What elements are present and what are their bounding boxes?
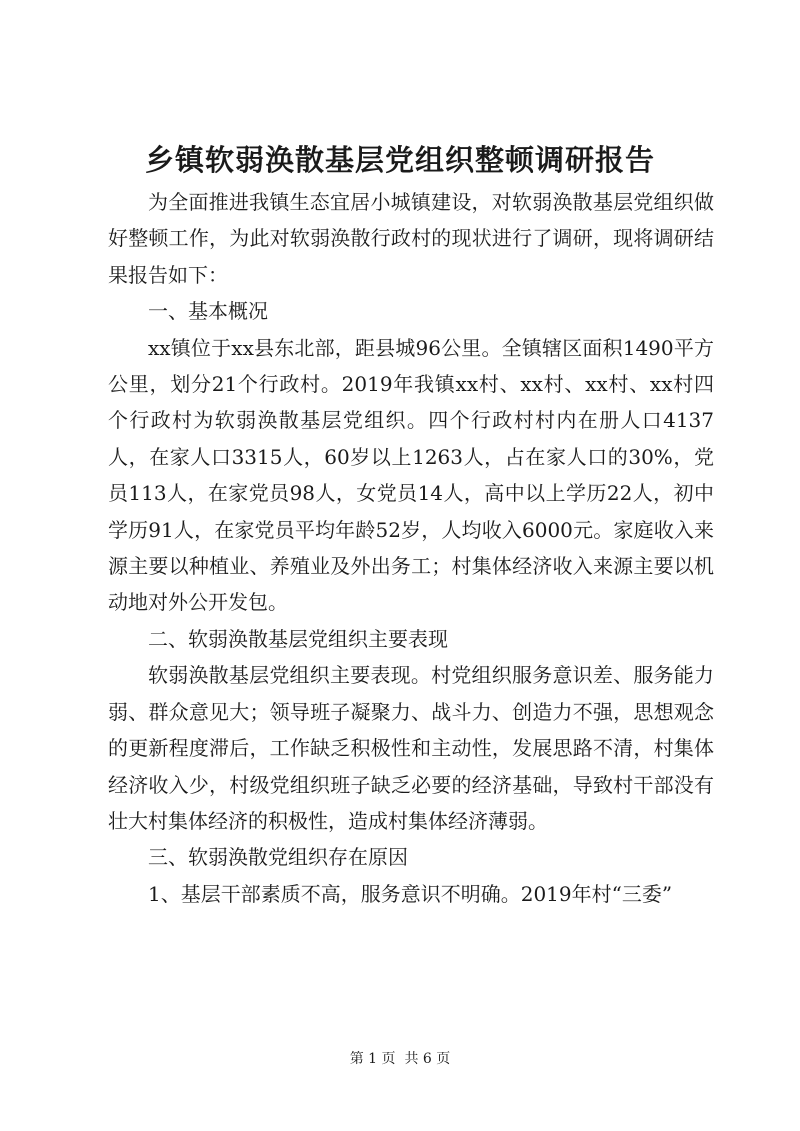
document-title: 乡镇软弱涣散基层党组织整顿调研报告 bbox=[144, 143, 655, 177]
document-body bbox=[108, 184, 714, 912]
paragraph-intro: 为全面推进我镇生态宜居小城镇建设，对软弱涣散基层党组织做好整顿工作，为此对软弱涣散行政村的现状进行了调研，现将调研结果报告如下： bbox=[108, 190, 714, 287]
page-number: 第 1 页 共 6 页 bbox=[349, 1051, 451, 1067]
paragraph-main-manifestations: 软弱涣散基层党组织主要表现。村党组织服务意识差、服务能力弱、群众意见大；领导班子凝聚力、战斗力、创造力不强，思想观念的更新程度滞后，工作缺乏积极性和主动性，发展思路不清，村集体经济收入少，村级党组织班子缺乏必要的经济基础，导致村干部没有壮大村集体经济的积极性，造成村集体经济薄弱。 bbox=[108, 663, 714, 833]
page-footer bbox=[0, 1049, 800, 1069]
paragraph-causes-1: 1、基层干部素质不高，服务意识不明确。2019年村“三委” bbox=[148, 881, 673, 906]
paragraph-basic-overview: xx镇位于xx县东北部，距县城96公里。全镇辖区面积1490平方公里，划分21个行政村。2019年我镇xx村、xx村、xx村、xx村四个行政村为软弱涣散基层党组织。四个行政村村内在册人口4137人，在家人口3315人，60岁以上1263人，占在家人口的30%，党员113人，在家党员98人，女党员14人，高中以上学历22人，初中学历91人，在家党员平均年龄52岁，人均收入6000元。家庭收入来源主要以种植业、养殖业及外出务工；村集体经济收入来源主要以机动地对外公开发包。 bbox=[108, 335, 714, 615]
section-heading-main-manifestations: 二、软弱涣散基层党组织主要表现 bbox=[148, 626, 448, 651]
section-heading-basic-overview: 一、基本概况 bbox=[148, 299, 268, 324]
section-heading-causes: 三、软弱涣散党组织存在原因 bbox=[148, 845, 408, 870]
